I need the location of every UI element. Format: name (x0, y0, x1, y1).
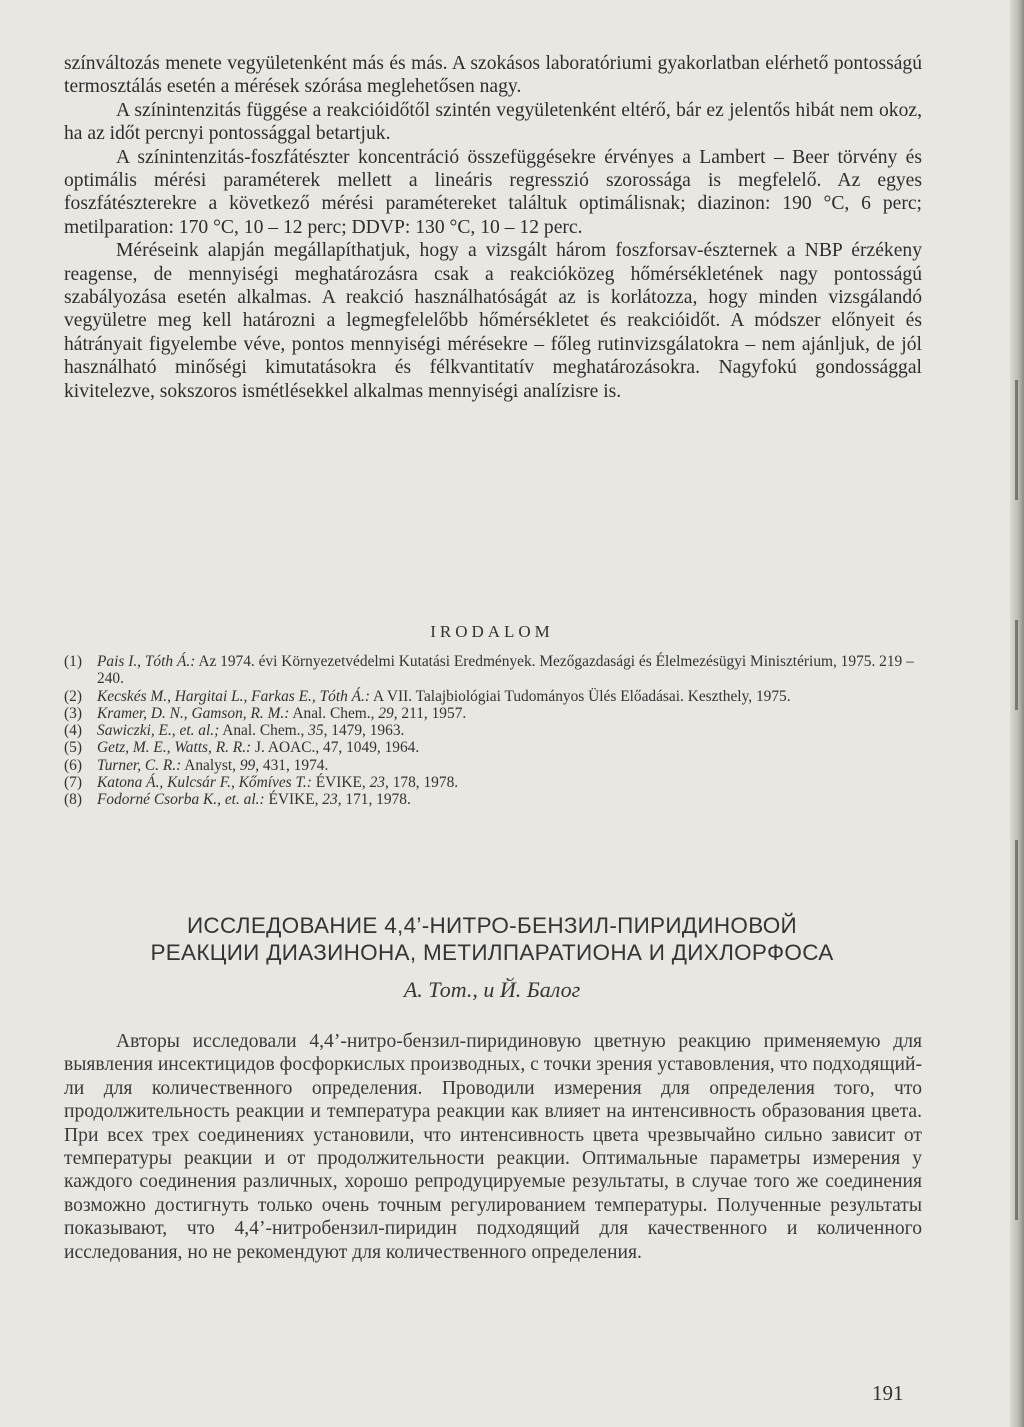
reference-number: (2) (64, 687, 82, 705)
reference-source: ÉVIKE, (264, 791, 323, 809)
reference-number: (5) (64, 739, 82, 757)
reference-item (64, 739, 922, 756)
body-paragraph-3: A színintenzitás-foszfátészter koncentráció összefüggésekre érvényes a Lambert – Beer törvény és optimális mérési paraméterek mellett a lineáris regresszió szorossága is megfelelő. Az egyes foszfátészterekre a következő mérési paramétereket találtuk optimálisnak; diazinon: 190 °C, 6 perc; metilparation: 170 °C, 10 – 12 perc; DDVP: 130 °C, 10 – 12 perc. (64, 146, 922, 238)
russian-title-line-1: ИССЛЕДОВАНИЕ 4,4’-НИТРО-БЕНЗИЛ-ПИРИДИНОВОЙ (186, 913, 798, 938)
body-paragraph-4: Méréseink alapján megállapíthatjuk, hogy a vizsgált három foszforsav-észternek a NBP érzékeny reagense, de mennyiségi meghatározásra csak a reakcióközeg hőmérsékletének nagy pontosságú szabályozása esetén alkalmas. A reakció használhatóságát az is korlátozza, hogy minden vizsgálandó vegyületre meg kell határozni a legmegfelelőbb hőmérsékletet és reakcióidőt. A módszer előnyeit és hátrányait figyelembe véve, pontos mennyiségi mérésekre – főleg rutinvizsgálatokra – nem ajánljuk, de jól használható minőségi kimutatásokra és félkvantitatív meghatározásokra. Nagyfokú gondossággal kivitelezve, sokszoros ismétlésekkel alkalmas mennyiségi analízisre is. (64, 240, 922, 402)
reference-text (97, 653, 922, 688)
reference-text (97, 757, 922, 774)
page-number: 191 (872, 1381, 904, 1405)
reference-item (64, 757, 922, 774)
reference-volume: 35 (308, 722, 324, 740)
reference-item (64, 705, 922, 722)
reference-authors: Kecskés M., Hargitai L., Farkas E., Tóth Á.: (97, 687, 371, 705)
reference-number: (3) (64, 704, 82, 722)
reference-item (64, 791, 922, 808)
reference-source: Az 1974. évi Környezetvédelmi Kutatási Eredmények. Mezőgazdasági és Élelmezésügyi Minisztérium, 1975. 219 – 240. (97, 653, 914, 688)
reference-source: Anal. Chem., (219, 722, 309, 740)
reference-source: Anal. Chem., (289, 704, 379, 722)
reference-source: Analyst, (181, 756, 240, 774)
scan-artifact-line (1015, 840, 1018, 1220)
reference-pages: , 1479, 1963. (323, 722, 405, 740)
reference-number: (8) (64, 791, 82, 809)
reference-text (97, 791, 922, 808)
references-list (64, 653, 922, 809)
reference-authors: Pais I., Tóth Á.: (97, 653, 196, 670)
russian-summary-abstract (64, 1030, 922, 1264)
russian-abstract-paragraph: Авторы исследовали 4,4’-нитро-бензил-пиридиновую цветную реакцию применяемую для выявления инсектицидов фосфоркислых производных, с точки зрения уставовления, что подходящий-ли для количественного определения. Проводили измерения для определения того, что продолжительность реакции и температура реакции как влияет на интенсивность образования цвета. При всех трех соединениях установили, что интенсивность цвета чрезвычайно сильно зависит от температуры реакции и от продолжительности реакции. Оптимальные параметры измерения у каждого соединения различных, хорошо репродуцируемые результаты, в случае того же соединения возможно достигнуть только очень точным регулированием температуры. Полученные результаты показывают, что 4,4’-нитробензил-пиридин подходящий для качественного и количенного исследования, но не рекомендуют для количественного определения. (64, 1031, 922, 1263)
reference-number: (7) (64, 774, 82, 792)
reference-volume: 99 (239, 756, 256, 774)
reference-source: ÉVIKE, (311, 774, 370, 792)
reference-text (97, 705, 922, 722)
reference-number: (4) (64, 722, 82, 740)
reference-text (97, 722, 922, 739)
reference-volume: 29 (378, 704, 394, 722)
reference-pages: , 431, 1974. (255, 756, 329, 774)
reference-pages: , 178, 1978. (385, 774, 459, 792)
reference-authors: Kramer, D. N., Gamson, R. M.: (97, 704, 290, 722)
reference-number: (1) (64, 653, 82, 670)
reference-text (97, 774, 922, 791)
reference-authors: Sawiczki, E., et. al.; (97, 722, 220, 740)
main-body-text (64, 52, 922, 403)
russian-summary-title (0, 912, 984, 966)
reference-volume: 23 (322, 791, 338, 809)
reference-pages: , 171, 1978. (337, 791, 411, 809)
body-paragraph-2: A színintenzitás függése a reakcióidőtől szintén vegyületenként eltérő, bár ez jelentős hibát nem okoz, ha az időt percnyi pontossággal betartjuk. (64, 99, 922, 145)
reference-item (64, 774, 922, 791)
reference-source: A VII. Talajbiológiai Tudományos Ülés Előadásai. Keszthely, 1975. (370, 687, 791, 705)
reference-text (97, 739, 922, 756)
reference-authors: Fodorné Csorba K., et. al.: (97, 791, 265, 809)
reference-authors: Katona Á., Kulcsár F., Kőmíves T.: (97, 774, 312, 792)
scan-artifact-line (1015, 620, 1018, 710)
reference-text (97, 688, 922, 705)
russian-title-line-2: РЕАКЦИИ ДИАЗИНОНА, МЕТИЛПАРАТИОНА И ДИХЛОРФОСА (150, 940, 834, 965)
reference-source: J. AOAC., 47, 1049, 1964. (251, 739, 420, 757)
reference-pages: , 211, 1957. (393, 704, 467, 722)
scan-artifact-line (1015, 380, 1018, 500)
reference-item (64, 653, 922, 688)
russian-summary-authors: А. Тот., и Й. Балог (403, 977, 581, 1002)
reference-number: (6) (64, 756, 82, 774)
reference-item (64, 722, 922, 739)
body-paragraph-1: színváltozás menete vegyületenként más és más. A szokásos laboratóriumi gyakorlatban elérhető pontosságú termosztálás esetén a mérések szórása meglehetősen nagy. (64, 53, 922, 98)
reference-authors: Turner, C. R.: (97, 756, 182, 774)
reference-volume: 23 (369, 774, 385, 792)
references-heading: IRODALOM (430, 622, 554, 641)
reference-authors: Getz, M. E., Watts, R. R.: (97, 739, 252, 757)
reference-item (64, 688, 922, 705)
